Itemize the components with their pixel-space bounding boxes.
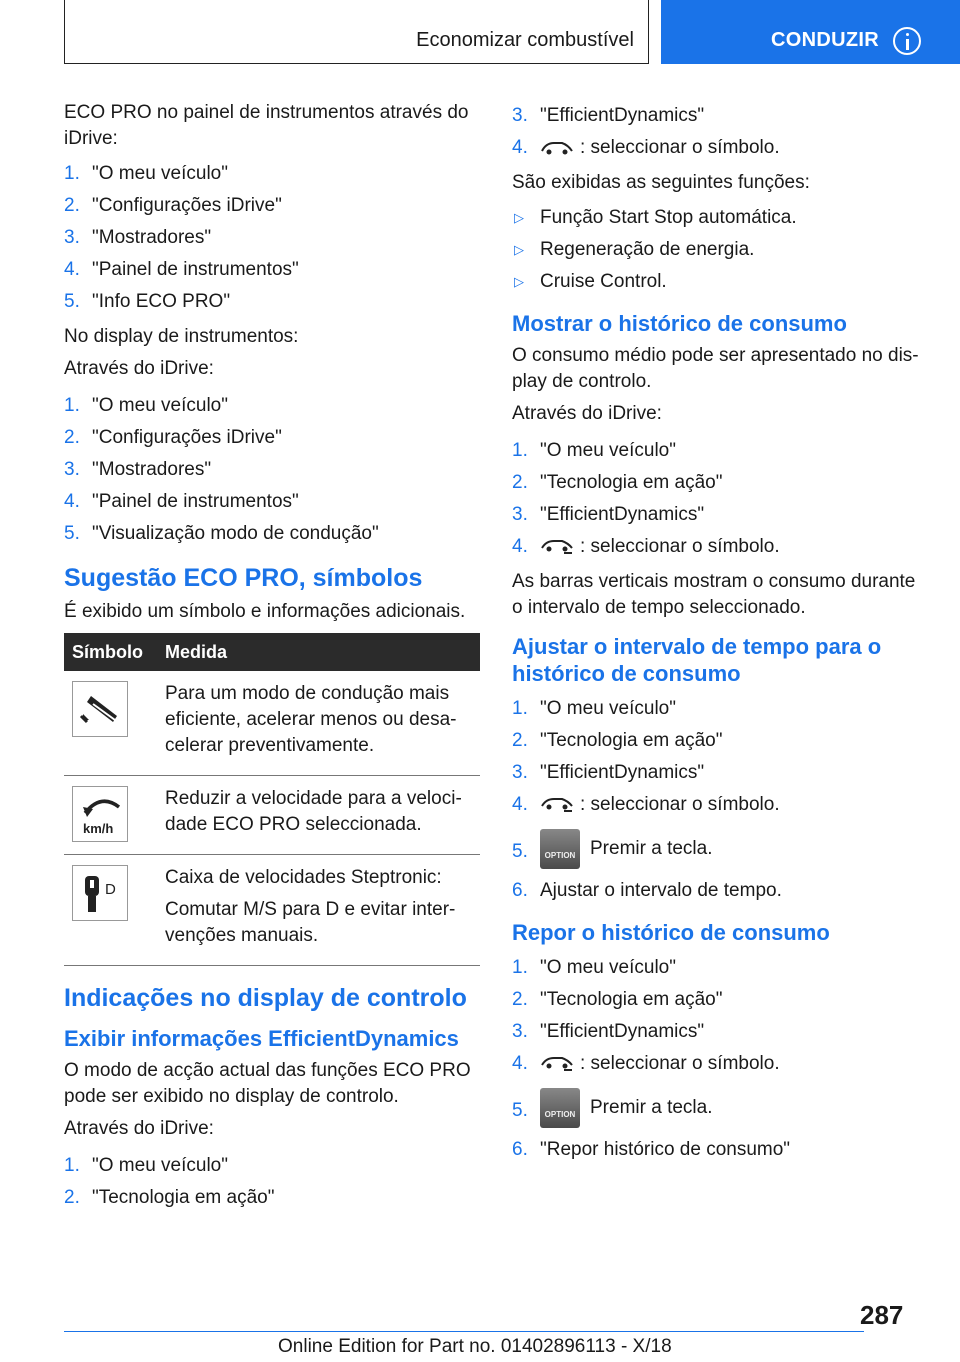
car-history-icon — [540, 1055, 574, 1073]
step-number: 3. — [512, 762, 528, 783]
step-number: 3. — [512, 1021, 528, 1042]
step-number: 4. — [64, 259, 80, 280]
step-number: 6. — [512, 1139, 528, 1160]
list-item: ▷ Função Start Stop automática. — [512, 202, 928, 234]
page-number: 287 — [860, 1300, 904, 1330]
car-history-icon — [540, 796, 574, 814]
list-item: 4. : seleccionar o símbolo. — [512, 789, 928, 821]
barras-paragraph: As barras verticais mostram o consumo durante o intervalo de tempo seleccionado. — [512, 571, 916, 618]
list-item: 4. : seleccionar o símbolo. — [512, 531, 928, 563]
list-item: 5. OPTION Premir a tecla. — [512, 1080, 928, 1134]
steps-list-ajustar — [512, 693, 928, 907]
step-number: 3. — [64, 227, 80, 248]
list-item: 2. "Tecnologia em ação" — [64, 1182, 480, 1214]
list-item: 3. "EfficientDynamics" — [512, 100, 928, 132]
bullet-triangle-icon: ▷ — [514, 242, 524, 257]
step-number: 1. — [512, 698, 528, 719]
steps-list-mostrar — [512, 435, 928, 563]
step-number: 5. — [512, 1100, 528, 1121]
heading-mostrar: Mostrar o histórico de consumo — [512, 311, 847, 336]
step-number: 4. — [512, 794, 528, 815]
heading-exibir: Exibir informações EfficientDynamics — [64, 1026, 459, 1051]
list-item: 5. "Visualização modo de condução" — [64, 518, 480, 550]
table-row — [64, 776, 480, 855]
footer-edition: Online Edition for Part no. 01402896113 - X/18 — [278, 1336, 672, 1357]
intro-paragraph: ECO PRO no painel de instrumentos através do iDrive: — [64, 102, 469, 149]
step-number: 3. — [64, 459, 80, 480]
list-item: 1. "O meu veículo" — [512, 693, 928, 725]
header-chapter-tab[interactable] — [661, 0, 960, 64]
right-column — [512, 100, 928, 1172]
option-key-icon: OPTION — [540, 1088, 580, 1128]
display-paragraph: No display de instrumentos: — [64, 326, 299, 347]
modo-paragraph: O modo de acção actual das funções ECO PRO pode ser exibido no display de controlo. — [64, 1060, 471, 1107]
list-item: 3. "EfficientDynamics" — [512, 757, 928, 789]
step-number: 2. — [512, 989, 528, 1010]
step-number: 2. — [512, 730, 528, 751]
list-item: 1. "O meu veículo" — [64, 390, 480, 422]
list-item: 3. "EfficientDynamics" — [512, 1016, 928, 1048]
step-number: 4. — [512, 1053, 528, 1074]
step-number: 2. — [64, 427, 80, 448]
functions-bullet-list — [512, 202, 928, 298]
step-number: 2. — [512, 472, 528, 493]
step-number: 3. — [512, 105, 528, 126]
step-number: 2. — [64, 1187, 80, 1208]
list-item: 5. "Info ECO PRO" — [64, 286, 480, 318]
measure-cell: Para um modo de condução mais eficiente, acelerar menos ou desa-celerar preventivamente. — [157, 671, 480, 776]
steps-list-display-mode — [64, 390, 480, 550]
step-number: 5. — [64, 523, 80, 544]
step-number: 1. — [512, 440, 528, 461]
header-section-title: Economizar combustível — [416, 29, 634, 51]
list-item: 1. "O meu veículo" — [64, 1150, 480, 1182]
column-header-measure: Medida — [157, 633, 480, 671]
step-number: 1. — [64, 163, 80, 184]
step-number: 4. — [512, 137, 528, 158]
table-row — [64, 671, 480, 776]
idrive-paragraph-2: Através do iDrive: — [64, 1118, 214, 1139]
step-number: 5. — [512, 841, 528, 862]
footer-divider — [64, 1331, 864, 1332]
header-section-box — [64, 0, 649, 64]
bullet-triangle-icon: ▷ — [514, 274, 524, 289]
gear-selector-icon — [72, 865, 128, 921]
list-item: 2. "Configurações iDrive" — [64, 422, 480, 454]
car-history-icon — [540, 538, 574, 556]
list-item: 3. "EfficientDynamics" — [512, 499, 928, 531]
left-column — [64, 100, 480, 1220]
step-number: 4. — [64, 491, 80, 512]
steps-list-continued — [512, 100, 928, 164]
drive-label: D — [105, 881, 116, 898]
option-key-icon: OPTION — [540, 829, 580, 869]
table-header-row — [64, 633, 480, 671]
foot-pedal-icon — [72, 681, 128, 737]
measure-cell: Reduzir a velocidade para a veloci-dade ECO PRO seleccionada. — [157, 776, 480, 855]
idrive-paragraph: Através do iDrive: — [64, 358, 214, 379]
list-item: 6. Ajustar o intervalo de tempo. — [512, 875, 928, 907]
symbol-cell — [64, 855, 157, 966]
steps-list-eco-pro-panel — [64, 158, 480, 318]
measure-cell: Caixa de velocidades Steptronic: Comutar M/S para D e evitar inter-venções manuais. — [157, 855, 480, 966]
idrive-paragraph-3: Através do iDrive: — [512, 403, 662, 424]
table-row — [64, 855, 480, 966]
info-icon[interactable] — [893, 27, 921, 55]
list-item: 4. "Painel de instrumentos" — [64, 486, 480, 518]
heading-indicacoes: Indicações no display de controlo — [64, 984, 467, 1012]
steps-list-efficientdynamics — [64, 1150, 480, 1214]
step-number: 1. — [64, 395, 80, 416]
column-header-symbol: Símbolo — [64, 633, 157, 671]
list-item: 1. "O meu veículo" — [512, 952, 928, 984]
steps-list-repor — [512, 952, 928, 1166]
list-item: 2. "Tecnologia em ação" — [512, 725, 928, 757]
step-number: 2. — [64, 195, 80, 216]
symbol-cell — [64, 671, 157, 776]
heading-sugestao: Sugestão ECO PRO, símbolos — [64, 564, 423, 592]
list-item: ▷ Cruise Control. — [512, 266, 928, 298]
step-number: 5. — [64, 291, 80, 312]
step-number: 6. — [512, 880, 528, 901]
heading-ajustar: Ajustar o intervalo de tempo para o histórico de consumo — [512, 634, 882, 686]
list-item: 1. "O meu veículo" — [64, 158, 480, 190]
step-number: 1. — [512, 957, 528, 978]
list-item: 1. "O meu veículo" — [512, 435, 928, 467]
symbol-cell — [64, 776, 157, 855]
symbols-table — [64, 633, 480, 966]
bullet-triangle-icon: ▷ — [514, 210, 524, 225]
step-number: 3. — [512, 504, 528, 525]
list-item: 3. "Mostradores" — [64, 454, 480, 486]
car-symbol-icon — [540, 139, 574, 157]
list-item: 2. "Tecnologia em ação" — [512, 984, 928, 1016]
sugestao-paragraph: É exibido um símbolo e informações adicionais. — [64, 601, 466, 622]
heading-repor: Repor o histórico de consumo — [512, 920, 830, 945]
list-item: 3. "Mostradores" — [64, 222, 480, 254]
list-item: 6. "Repor histórico de consumo" — [512, 1134, 928, 1166]
list-item: 2. "Configurações iDrive" — [64, 190, 480, 222]
list-item: 2. "Tecnologia em ação" — [512, 467, 928, 499]
funcoes-paragraph: São exibidas as seguintes funções: — [512, 172, 810, 193]
step-number: 4. — [512, 536, 528, 557]
consumo-paragraph: O consumo médio pode ser apresentado no dis-play de controlo. — [512, 345, 919, 392]
kmh-label: km/h — [83, 821, 114, 836]
list-item: 4. : seleccionar o símbolo. — [512, 132, 928, 164]
header-chapter-title: CONDUZIR — [771, 29, 879, 51]
step-number: 1. — [64, 1155, 80, 1176]
speed-kmh-icon — [72, 786, 128, 842]
list-item: 4. "Painel de instrumentos" — [64, 254, 480, 286]
list-item: ▷ Regeneração de energia. — [512, 234, 928, 266]
list-item: 5. OPTION Premir a tecla. — [512, 821, 928, 875]
list-item: 4. : seleccionar o símbolo. — [512, 1048, 928, 1080]
